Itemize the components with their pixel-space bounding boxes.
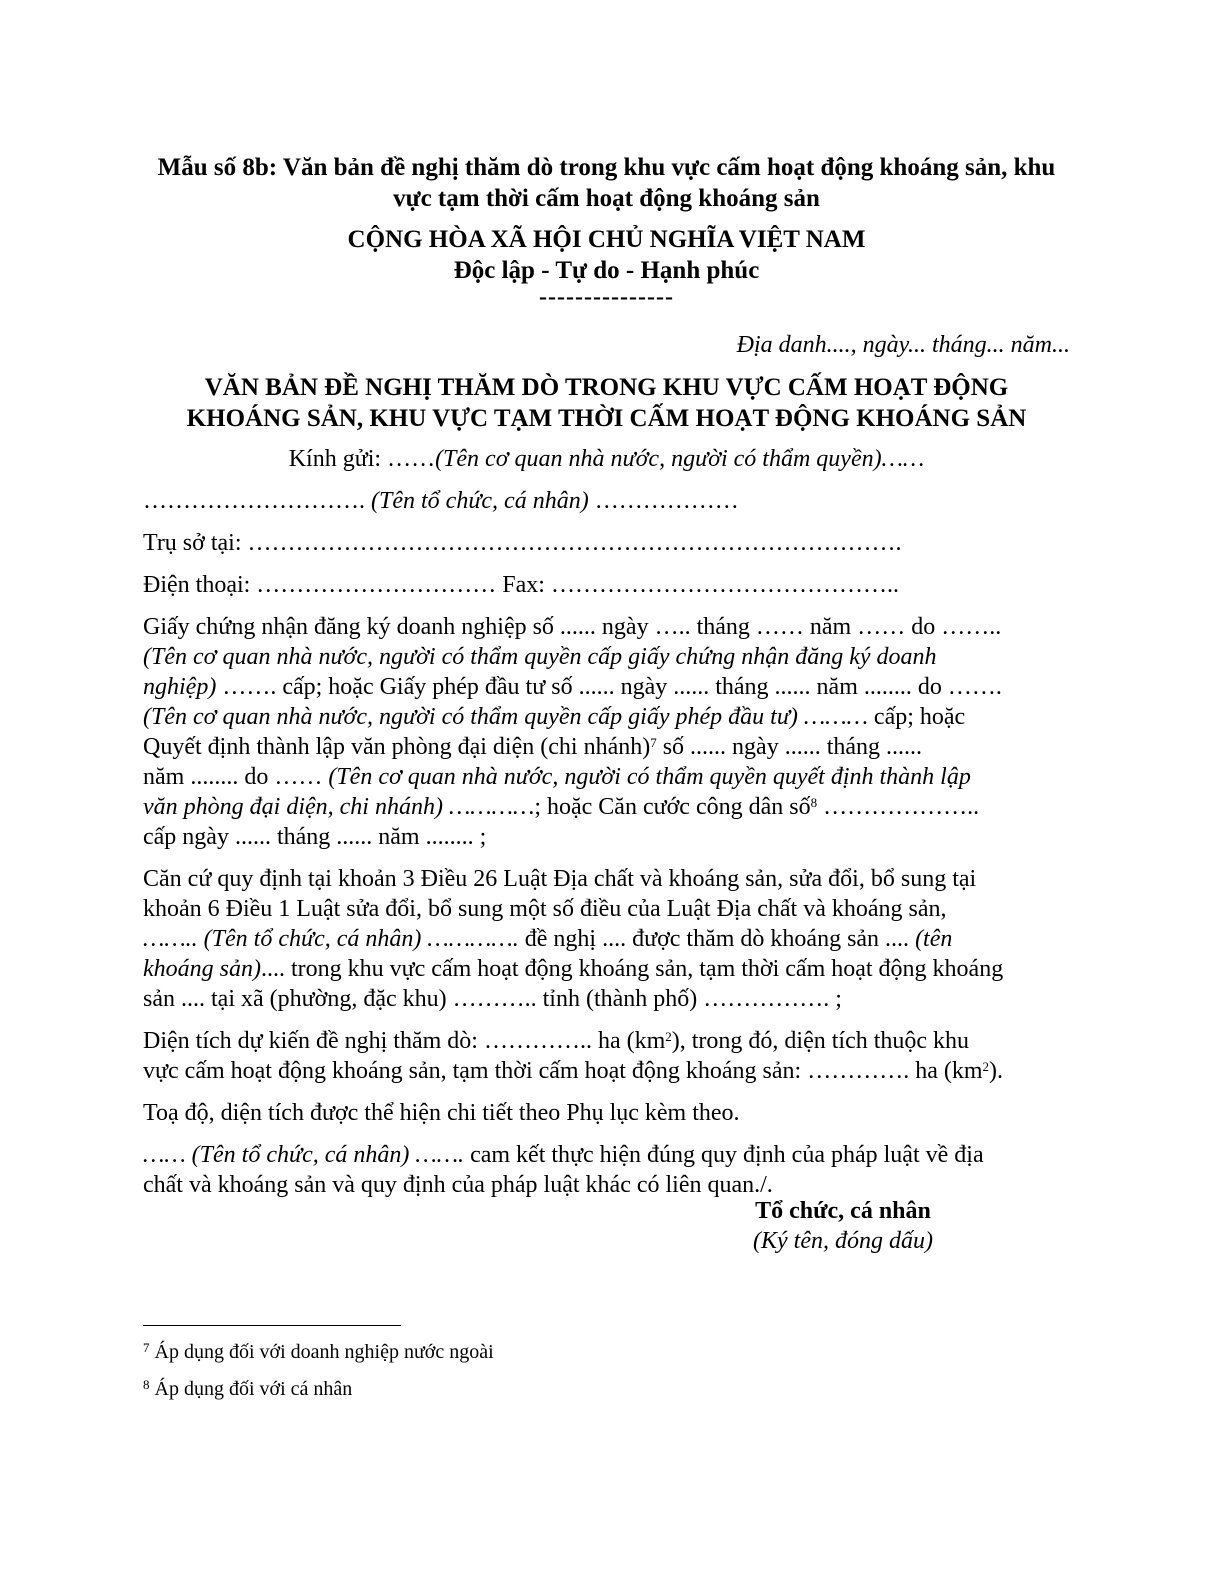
place-date: Địa danh...., ngày... tháng... năm... <box>736 332 1070 358</box>
addressee-name: (Tên cơ quan nhà nước, người có thẩm quyền)…… <box>435 446 925 472</box>
document-title-line-2: KHOÁNG SẢN, KHU VỰC TẠM THỜI CẤM HOẠT ĐỘNG KHOÁNG SẢN <box>186 405 1027 432</box>
header-divider: --------------- <box>539 284 674 310</box>
addressee <box>143 444 1070 474</box>
footnote-ref-8: 8 <box>810 795 818 810</box>
registration-line-4-rest: cấp; hoặc <box>873 704 966 730</box>
registration-line-1: Giấy chứng nhận đăng ký doanh nghiệp số ...... ngày ….. tháng …… năm …… do …….. <box>143 614 1002 640</box>
footnote-rule <box>143 1325 401 1326</box>
area-line-2-a: vực cấm hoạt động khoáng sản, tạm thời cấm hoạt động khoáng sản: …………. ha (km <box>143 1058 983 1084</box>
registration-line-3 <box>143 672 1070 702</box>
footnote-7-number: 7 <box>143 1340 150 1355</box>
commitment-line-1-rest: cam kết thực hiện đúng quy định của pháp luật về địa <box>470 1142 984 1168</box>
national-name: CỘNG HÒA XÃ HỘI CHỦ NGHĨA VIỆT NAM <box>347 226 866 253</box>
registration-line-6-italic: (Tên cơ quan nhà nước, người có thẩm quyền quyết định thành lập <box>328 764 971 790</box>
footnote-8-number: 8 <box>143 1377 150 1392</box>
registration-line-7-italic: văn phòng đại diện, chi nhánh) ………… <box>143 794 535 820</box>
footnote-7 <box>143 1340 494 1364</box>
basis-line-2: khoản 6 Điều 1 Luật sửa đổi, bổ sung một số điều của Luật Địa chất và khoáng sản, <box>143 896 947 922</box>
applicant-line <box>143 486 1070 516</box>
basis-line-3-rest: đề nghị .... được thăm dò khoáng sản .... <box>524 926 910 952</box>
basis-paragraph <box>143 864 1070 1014</box>
area-sup-2: 2 <box>982 1059 990 1074</box>
basis-line-3-italic-2: (tên <box>915 926 953 952</box>
basis-line-4-italic: khoáng sản) <box>143 956 261 982</box>
phone-fax-line: Điện thoại: ………………………… Fax: …………………………………….. <box>143 572 899 598</box>
applicant-dots-before: ………………………. <box>143 488 365 514</box>
registration-line-2: (Tên cơ quan nhà nước, người có thẩm quyền cấp giấy chứng nhận đăng ký doanh <box>143 644 937 670</box>
area-line-2-b: ). <box>989 1058 1004 1084</box>
document-body <box>143 152 1070 1200</box>
registration-line-6-a: năm ........ do …… <box>143 764 323 790</box>
signature-note: (Ký tên, đóng dấu) <box>753 1228 933 1254</box>
signature-label: Tổ chức, cá nhân <box>755 1198 931 1224</box>
footnote-8-text: Áp dụng đối với cá nhân <box>154 1378 353 1400</box>
office-line: Trụ sở tại: ………………………………………………………………………. <box>143 530 902 556</box>
registration-line-5-b: số ...... ngày ...... tháng ...... <box>662 734 923 760</box>
registration-line-7-b: ……………….. <box>823 794 980 820</box>
area-line-1-b: ), trong đó, diện tích thuộc khu <box>671 1028 970 1054</box>
area-line-1 <box>143 1026 1070 1056</box>
footnote-8 <box>143 1377 352 1401</box>
area-paragraph <box>143 1026 1070 1086</box>
registration-line-4-italic: (Tên cơ quan nhà nước, người có thẩm quyền cấp giấy phép đầu tư) ……… <box>143 704 868 730</box>
basis-line-1: Căn cứ quy định tại khoản 3 Điều 26 Luật Địa chất và khoáng sản, sửa đổi, bổ sung tại <box>143 866 977 892</box>
signature-block <box>733 1196 953 1256</box>
registration-paragraph <box>143 612 1070 852</box>
area-sup-1: 2 <box>665 1029 672 1044</box>
registration-line-3-italic: nghiệp) <box>143 674 217 700</box>
footnote-7-text: Áp dụng đối với doanh nghiệp nước ngoài <box>154 1341 494 1363</box>
basis-line-3-italic: …….. (Tên tổ chức, cá nhân) …………. <box>143 926 519 952</box>
document-title-line-1: VĂN BẢN ĐỀ NGHỊ THĂM DÒ TRONG KHU VỰC CẤM HOẠT ĐỘNG <box>204 374 1009 401</box>
registration-line-7 <box>143 792 1070 822</box>
commitment-line-2: chất và khoáng sản và quy định của pháp luật khác có liên quan./. <box>143 1172 773 1198</box>
registration-line-3-rest: ……. cấp; hoặc Giấy phép đầu tư số ...... ngày ...... tháng ...... năm ........ do ……. <box>222 674 1002 700</box>
basis-line-3 <box>143 924 1070 954</box>
registration-line-8: cấp ngày ...... tháng ...... năm ........ ; <box>143 824 487 850</box>
form-title-line-1: Mẫu số 8b: Văn bản đề nghị thăm dò trong khu vực cấm hoạt động khoáng sản, khu <box>157 154 1056 181</box>
national-motto: Độc lập - Tự do - Hạnh phúc <box>453 257 760 284</box>
registration-line-4 <box>143 702 1070 732</box>
registration-line-7-a: ; hoặc Căn cước công dân số <box>534 794 811 820</box>
commitment-line-1-italic: …… (Tên tổ chức, cá nhân) ……. <box>143 1142 465 1168</box>
footnote-ref-7: 7 <box>650 735 657 750</box>
form-title-line-2: vực tạm thời cấm hoạt động khoáng sản <box>393 185 820 212</box>
registration-line-6 <box>143 762 1070 792</box>
registration-line-5-a: Quyết định thành lập văn phòng đại diện (chi nhánh) <box>143 734 651 760</box>
applicant-dots-after: ……………… <box>594 488 739 514</box>
commitment-line-1 <box>143 1140 1070 1170</box>
area-line-1-a: Diện tích dự kiến đề nghị thăm dò: ………….. ha (km <box>143 1028 666 1054</box>
basis-line-5: sản .... tại xã (phường, đặc khu) ……….. tỉnh (thành phố) ……………. ; <box>143 986 842 1012</box>
basis-line-4 <box>143 954 1070 984</box>
commitment-paragraph <box>143 1140 1070 1200</box>
basis-line-4-rest: .... trong khu vực cấm hoạt động khoáng sản, tạm thời cấm hoạt động khoáng <box>260 956 1004 982</box>
registration-line-5 <box>143 732 1070 762</box>
area-line-2 <box>143 1056 1070 1086</box>
coordinates-line: Toạ độ, diện tích được thể hiện chi tiết theo Phụ lục kèm theo. <box>143 1100 740 1126</box>
addressee-prefix: Kính gửi: …… <box>288 446 436 472</box>
applicant-name: (Tên tổ chức, cá nhân) <box>371 488 589 514</box>
